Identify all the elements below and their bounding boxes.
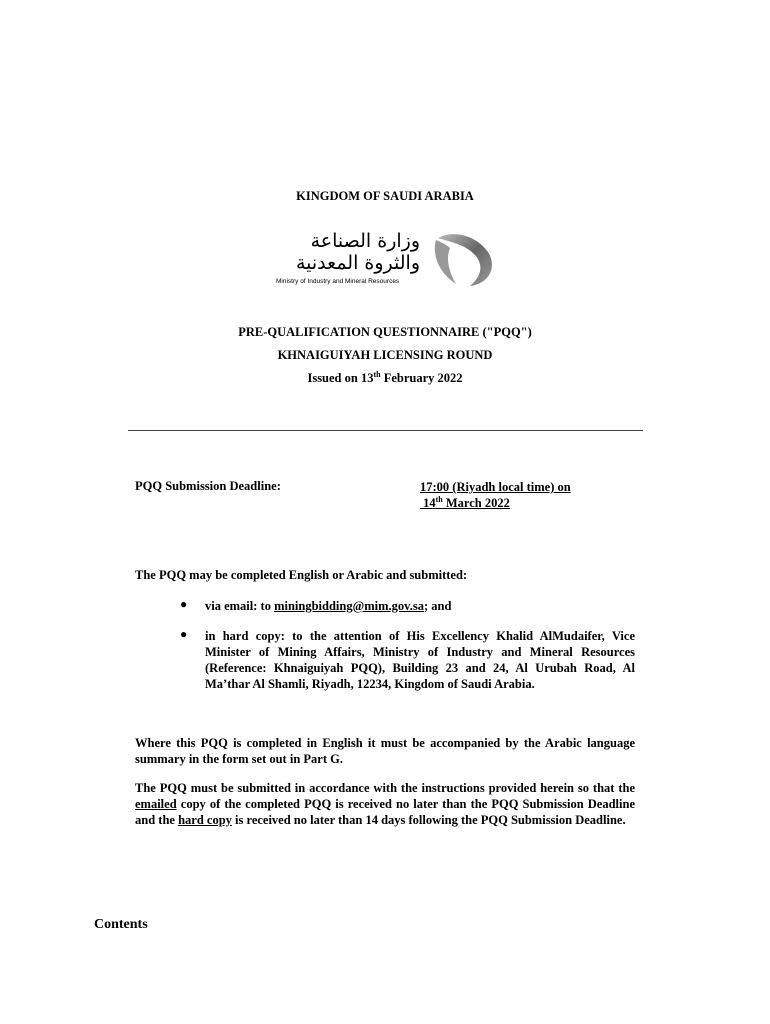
logo-arabic-line1: وزارة الصناعة (310, 230, 420, 252)
licensing-round-title: KHNAIGUIYAH LICENSING ROUND (277, 348, 493, 362)
logo-arabic-line2: والثروة المعدنية (295, 252, 420, 274)
email-submission-item: via email: to miningbidding@mim.gov.sa; and (205, 599, 452, 613)
country-heading: KINGDOM OF SAUDI ARABIA (296, 189, 474, 203)
deadline-value: 17:00 (Riyadh local time) on 14th March 2022 (420, 480, 571, 510)
instructions-paragraph: The PQQ must be submitted in accordance with the instructions provided herein so that the emailed copy of the completed PQQ is received no later than the PQQ Submission Deadline and the hard copy is received no later than 14 days following the PQQ Submission Deadline. (135, 781, 635, 827)
deadline-label: PQQ Submission Deadline: (135, 479, 281, 493)
bullet-icon: ● (180, 627, 188, 641)
submission-email-link[interactable]: miningbidding@mim.gov.sa (274, 599, 424, 613)
contents-heading: Contents (94, 917, 148, 932)
ministry-emblem-icon (430, 230, 500, 290)
logo-english-name: Ministry of Industry and Mineral Resources (276, 278, 400, 285)
hardcopy-submission-item: in hard copy: to the attention of His Excellency Khalid AlMudaifer, Vice Minister of Mining Affairs, Ministry of Industry and Mineral Resources (Reference: Khnaiguiyah PQQ), Building 23 and 24, Al Urubah Road, Al Ma’thar Al Shamli, Riyadh, 12234, Kingdom of Saudi Arabia. (205, 629, 635, 691)
arabic-summary-paragraph: Where this PQQ is completed in English it must be accompanied by the Arabic language summary in the form set out in Part G. (135, 736, 635, 766)
ministry-logo (270, 228, 500, 293)
submission-intro: The PQQ may be completed English or Arabic and submitted: (135, 568, 468, 582)
bullet-icon: ● (180, 597, 188, 611)
issued-date: Issued on 13th February 2022 (307, 369, 463, 385)
divider (128, 430, 643, 431)
pqq-title: PRE-QUALIFICATION QUESTIONNAIRE ("PQQ") (238, 325, 532, 339)
